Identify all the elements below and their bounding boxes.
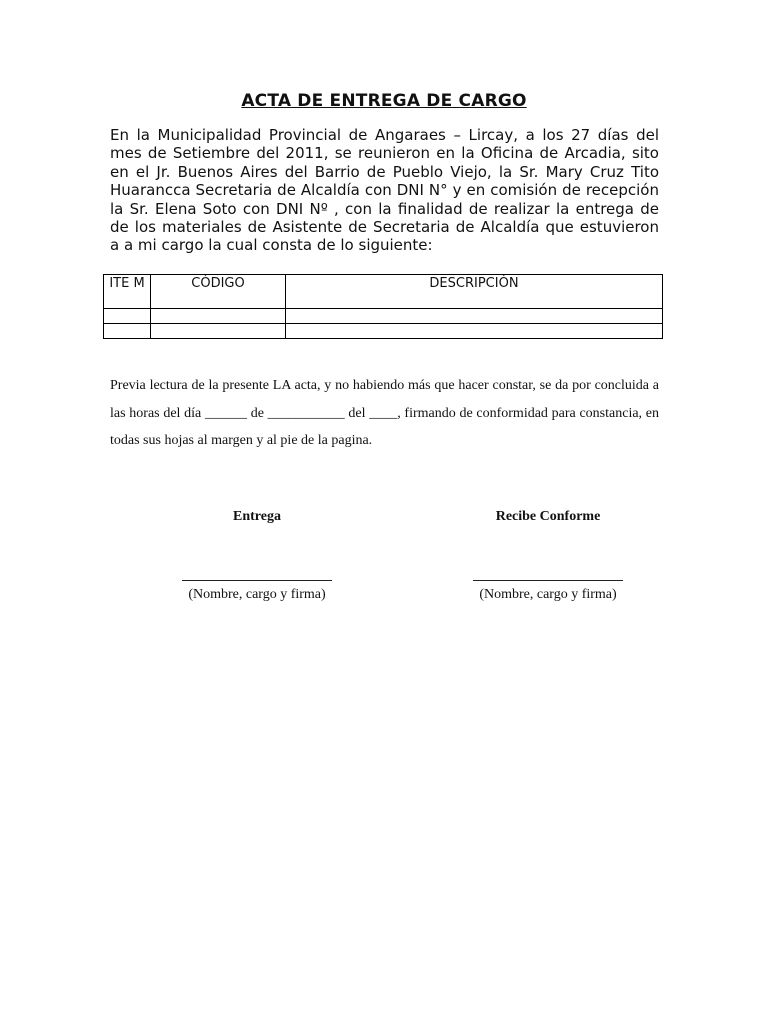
table-cell <box>151 309 286 324</box>
signature-caption: (Nombre, cargo y firma) <box>479 587 617 602</box>
intro-paragraph: En la Municipalidad Provincial de Angaraes – Lircay, a los 27 días del mes de Setiembre del 2011, se reunieron en la Oficina de Arcadia, sito en el Jr. Buenos Aires del Barrio de Pueblo Viejo, la Sr. Mary Cruz Tito Huarancca Secretaria de Alcaldía con DNI N° y en comisión de recepción la Sr. Elena Soto con DNI Nº , con la finalidad de realizar la entrega de de los materiales de Asistente de Secretaria de Alcaldía que estuvieron a a mi cargo la cual consta de lo siguiente: <box>110 126 659 255</box>
table-cell <box>104 309 151 324</box>
signature-line <box>473 580 623 585</box>
document-title: ACTA DE ENTREGA DE CARGO <box>241 91 527 111</box>
signature-line <box>182 580 332 585</box>
items-table <box>103 274 663 339</box>
header-description: DESCRIPCIÓN <box>286 275 663 309</box>
signature-role: Recibe Conforme <box>495 509 601 524</box>
table-cell <box>104 324 151 339</box>
signature-role: Entrega <box>233 509 281 524</box>
header-item: ITE M <box>104 275 151 309</box>
table-row <box>104 324 663 339</box>
table-cell <box>151 324 286 339</box>
table-cell <box>286 324 663 339</box>
signature-block-entrega <box>157 509 357 603</box>
closing-paragraph: Previa lectura de la presente LA acta, y no habiendo más que hacer constar, se da por concluida a las horas del día ______ de ___________ del ____, firmando de conformidad para constancia, en todas sus hojas al margen y al pie de la pagina. <box>110 378 659 448</box>
table-row <box>104 309 663 324</box>
header-code: CÓDIGO <box>151 275 286 309</box>
table-cell <box>286 309 663 324</box>
signature-caption: (Nombre, cargo y firma) <box>188 587 326 602</box>
signature-block-recibe <box>448 509 648 603</box>
table-header-row <box>104 275 663 309</box>
